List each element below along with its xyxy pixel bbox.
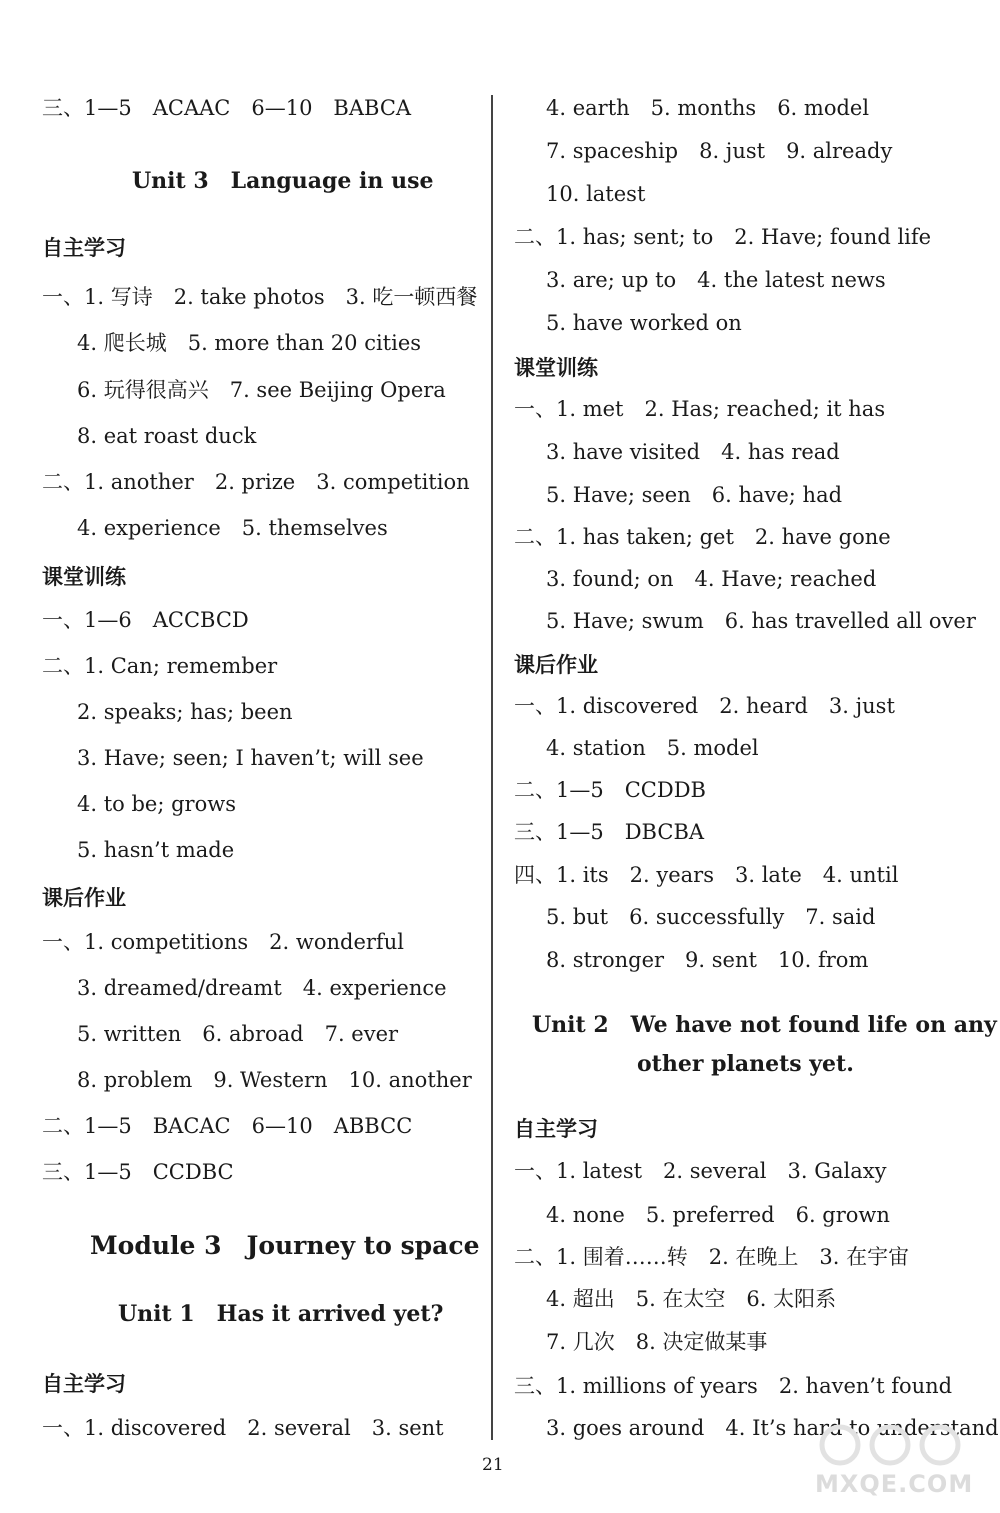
answer-line: 5. written 6. abroad 7. ever <box>77 1022 399 1046</box>
column-divider <box>491 95 493 1440</box>
answer-line: 4. to be; grows <box>77 792 236 816</box>
answer-line: 一、1. discovered 2. heard 3. just <box>514 694 895 718</box>
watermark-text: MXQE.COM <box>815 1470 974 1498</box>
answer-line: 一、1. competitions 2. wonderful <box>42 930 404 954</box>
answer-line: 四、1. its 2. years 3. late 4. until <box>514 863 899 887</box>
unit-heading: Unit 1 Has it arrived yet? <box>118 1301 444 1327</box>
answer-line: 一、1. met 2. Has; reached; it has <box>514 397 886 421</box>
answer-line: 二、1. has; sent; to 2. Have; found life <box>514 225 932 249</box>
answer-line: 3. have visited 4. has read <box>546 440 840 464</box>
answer-line: 一、1. discovered 2. several 3. sent <box>42 1416 444 1440</box>
section-heading: 自主学习 <box>42 236 126 260</box>
answer-line: 二、1. has taken; get 2. have gone <box>514 525 891 549</box>
answer-line: 5. but 6. successfully 7. said <box>546 905 876 929</box>
unit-heading: Unit 2 We have not found life on any <box>532 1012 997 1038</box>
answer-line: 5. Have; swum 6. has travelled all over <box>546 609 976 633</box>
answer-line: 7. 几次 8. 决定做某事 <box>546 1330 768 1354</box>
answer-line: 4. 超出 5. 在太空 6. 太阳系 <box>546 1287 837 1311</box>
answer-line: 8. problem 9. Western 10. another <box>77 1068 472 1092</box>
section-heading: 自主学习 <box>42 1372 126 1396</box>
answer-line: 一、1. 写诗 2. take photos 3. 吃一顿西餐 <box>42 285 478 309</box>
answer-line: 3. goes around 4. It’s hard to understand <box>546 1416 999 1440</box>
section-heading: 课堂训练 <box>514 356 598 380</box>
answer-line: 4. 爬长城 5. more than 20 cities <box>77 331 422 355</box>
answer-line: 二、1. Can; remember <box>42 654 278 678</box>
answer-line: 8. eat roast duck <box>77 424 257 448</box>
answer-line: 3. are; up to 4. the latest news <box>546 268 886 292</box>
answer-line: 8. stronger 9. sent 10. from <box>546 948 869 972</box>
section-heading: 课后作业 <box>42 886 126 910</box>
answer-line: 5. hasn’t made <box>77 838 235 862</box>
answer-line: 3. dreamed/dreamt 4. experience <box>77 976 447 1000</box>
section-heading: 课后作业 <box>514 653 598 677</box>
answer-line: 4. experience 5. themselves <box>77 516 388 540</box>
answer-line: 10. latest <box>546 182 646 206</box>
answer-line: 三、1. millions of years 2. haven’t found <box>514 1374 953 1398</box>
answer-line: 三、1—5 DBCBA <box>514 820 705 844</box>
unit-heading: other planets yet. <box>637 1051 854 1077</box>
answer-line: 7. spaceship 8. just 9. already <box>546 139 893 163</box>
answer-line: 3. Have; seen; I haven’t; will see <box>77 746 424 770</box>
section-heading: 自主学习 <box>514 1117 598 1141</box>
answer-line: 3. found; on 4. Have; reached <box>546 567 877 591</box>
answer-line: 一、1—6 ACCBCD <box>42 608 249 632</box>
answer-line: 二、1. 围着……转 2. 在晚上 3. 在宇宙 <box>514 1245 910 1269</box>
answer-line: 5. Have; seen 6. have; had <box>546 483 843 507</box>
answer-line: 三、1—5 CCDBC <box>42 1160 234 1184</box>
answer-line: 5. have worked on <box>546 311 742 335</box>
answer-line: 二、1—5 CCDDB <box>514 778 706 802</box>
section-heading: 课堂训练 <box>42 565 126 589</box>
answer-line: 二、1. another 2. prize 3. competition <box>42 470 470 494</box>
answer-line: 2. speaks; has; been <box>77 700 293 724</box>
answer-line: 4. station 5. model <box>546 736 759 760</box>
page-number: 21 <box>482 1455 504 1475</box>
unit-heading: Unit 3 Language in use <box>132 168 434 194</box>
answer-line: 一、1. latest 2. several 3. Galaxy <box>514 1159 887 1183</box>
answer-line: 二、1—5 BACAC 6—10 ABBCC <box>42 1114 413 1138</box>
answer-line: 4. earth 5. months 6. model <box>546 96 870 120</box>
answer-line: 4. none 5. preferred 6. grown <box>546 1203 890 1227</box>
module-heading: Module 3 Journey to space <box>90 1231 480 1260</box>
answer-line: 三、1—5 ACAAC 6—10 BABCA <box>42 96 412 120</box>
answer-line: 6. 玩得很高兴 7. see Beijing Opera <box>77 378 446 402</box>
